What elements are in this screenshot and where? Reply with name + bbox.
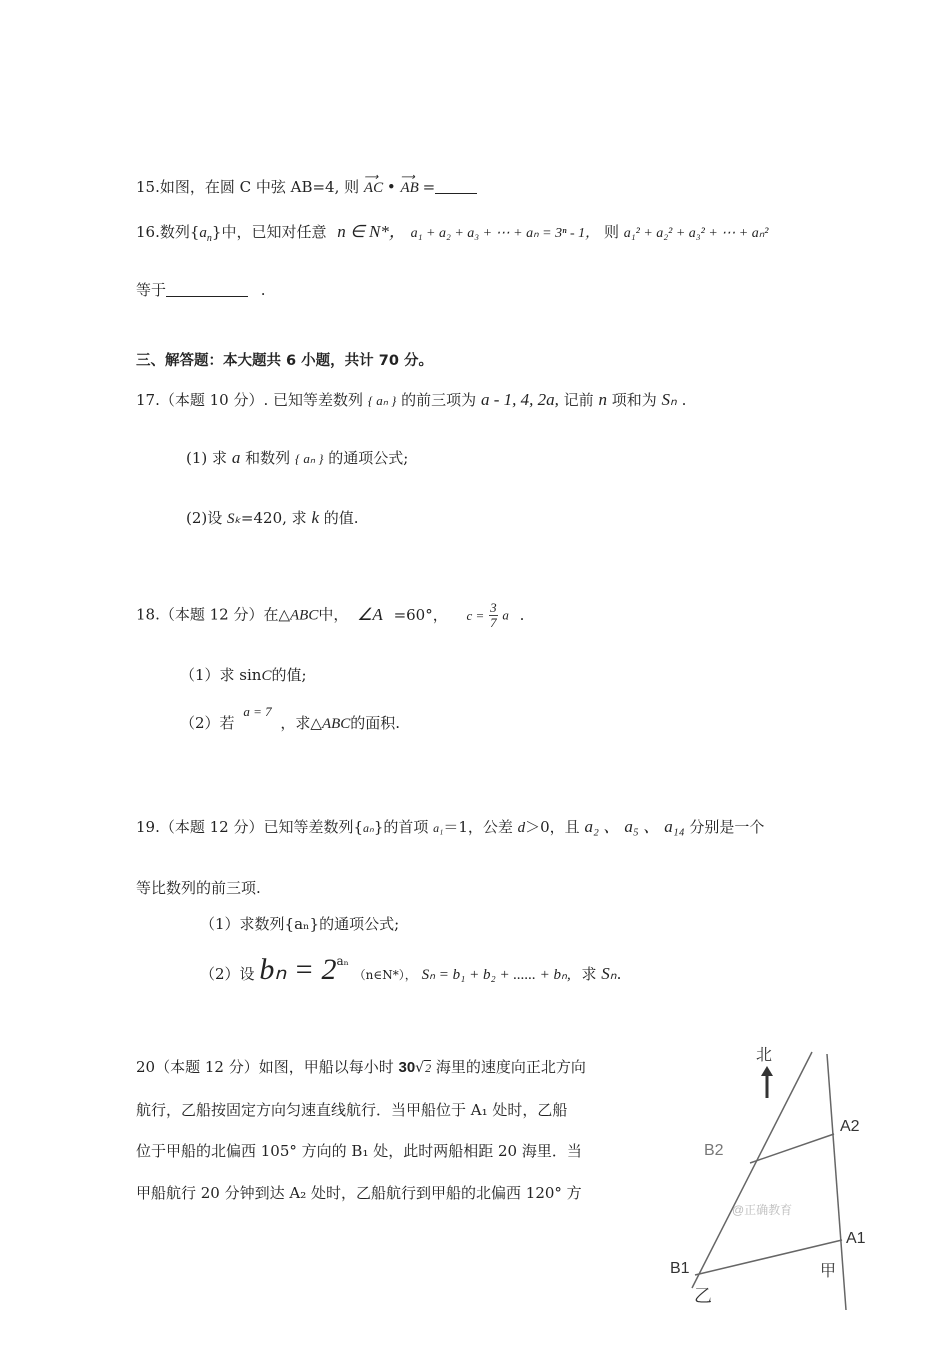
q18-part2: （2）若 a = 7 ，求△ABC的面积. bbox=[180, 704, 401, 732]
q17-part1: (1) 求 a 和数列 { aₙ } 的通项公式; bbox=[186, 448, 409, 467]
q19-line2: 等比数列的前三项. bbox=[136, 879, 261, 897]
q17: 17.（本题 10 分）. 已知等差数列 { aₙ } 的前三项为 a - 1, 4, 2a, 记前 n 项和为 Sₙ . bbox=[136, 390, 687, 409]
label-yi: 乙 bbox=[694, 1286, 712, 1306]
label-A1: A1 bbox=[846, 1230, 866, 1247]
q19: 19.（本题 12 分）已知等差数列{aₙ}的首项 a₁＝1，公差 d＞0，且 a₂ 、 a₅ 、 a₁₄ 分别是一个 bbox=[136, 817, 765, 836]
q19-part1: （1）求数列{aₙ}的通项公式; bbox=[200, 915, 400, 933]
q18-part1: （1）求 sinC的值; bbox=[180, 666, 307, 684]
section-title: 三、解答题：本大题共 6 小题，共计 70 分。 bbox=[136, 353, 433, 369]
q17-part2: (2)设 Sₖ=420, 求 k 的值. bbox=[186, 508, 359, 527]
vector-AB: AB bbox=[400, 180, 419, 196]
q19-part2: （2）设 $b_n = 2^{a_n}$ （n∈N*）， Sₙ = b₁ + b₂ + ...... + bₙ, 求 Sₙ. bbox=[200, 953, 622, 986]
B1-B2-line bbox=[692, 1052, 812, 1288]
label-jia: 甲 bbox=[820, 1263, 837, 1280]
q20-line3: 位于甲船的北偏西 105° 方向的 B₁ 处，此时两船相距 20 海里．当 bbox=[136, 1142, 582, 1160]
label-A2: A2 bbox=[840, 1118, 860, 1135]
watermark: @正确教育 bbox=[732, 1203, 793, 1217]
answer-blank bbox=[166, 296, 248, 297]
answer-blank bbox=[435, 193, 477, 194]
q18: 18.（本题 12 分）在△ABC中， ∠A =60°， c = $\frac{3}{7}$ a . bbox=[136, 600, 525, 630]
vector-AC: AC bbox=[363, 180, 384, 196]
q20-line1: 20（本题 12 分）如图，甲船以每小时 30√2 海里的速度向正北方向 bbox=[136, 1058, 586, 1076]
navigation-figure bbox=[660, 1030, 890, 1344]
label-B1: B1 bbox=[670, 1260, 690, 1277]
q15: 15.如图，在圆 C 中弦 AB=4, 则 AC ⟶ • AB ⟶ = bbox=[136, 176, 477, 197]
q20-line2: 航行，乙船按固定方向匀速直线航行．当甲船位于 A₁ 处时，乙船 bbox=[136, 1101, 568, 1119]
north-label: 北 bbox=[756, 1047, 773, 1064]
label-B2: B2 bbox=[704, 1142, 724, 1159]
q20-line4: 甲船航行 20 分钟到达 A₂ 处时，乙船航行到甲船的北偏西 120° 方 bbox=[136, 1184, 582, 1202]
north-arrowhead bbox=[761, 1066, 773, 1076]
q16-line2: 等于 . bbox=[136, 281, 266, 299]
q16: 16.数列$\{a_n\}$中，已知对任意 n ∈ N*， a₁ + a₂ + a₃ + ⋯ + aₙ = 3ⁿ - 1， 则 a₁² + a₂² + a₃² + ⋯ + aₙ² bbox=[136, 222, 769, 244]
